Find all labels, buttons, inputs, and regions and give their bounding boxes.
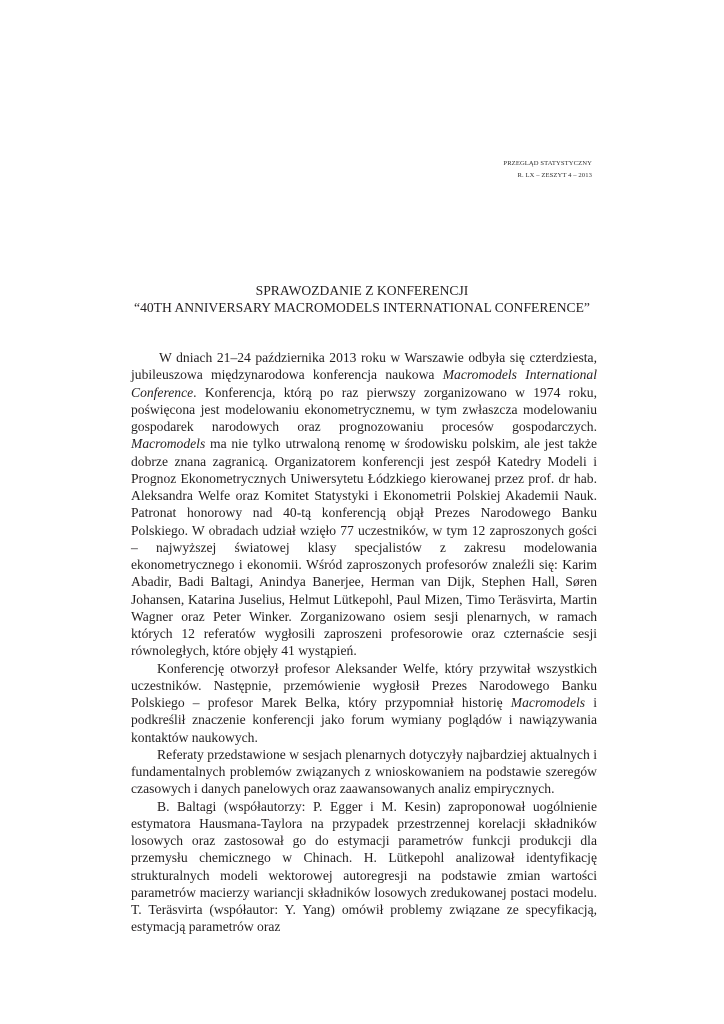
article-body <box>131 349 597 936</box>
journal-name: PRZEGLĄD STATYSTYCZNY <box>503 160 592 167</box>
paragraph-2-text-a: Konferencję otworzył profesor Aleksander Welfe, który przywitał wszystkich uczestników. Następnie, przemówienie wygłosił Prezes Narodowego Banku Polskiego – profesor Marek Belka, który przypomniał historię <box>131 660 597 710</box>
paragraph-2-italic-macromodels: Macromodels <box>510 695 586 710</box>
paragraph-1-text-e: ma nie tylko utrwaloną renomę w środowisku polskim, ale jest także dobrze znana zagranicą. Organizatorem konferencji jest zespół Katedry Modeli i Prognoz Ekonometrycznych Uniwersytetu Łódzkiego kierowanej przez prof. dr hab. Aleksandra Welfe oraz Komitet Statystyki i Ekonometrii Polskiej Akademii Nauk. Patronat honorowy nad 40-tą konferencją objął Prezes Narodowego Banku Polskiego. W obradach udział wzięło 77 uczestników, w tym 12 zaproszonych gości – najwyższej światowej klasy specjalistów z zakresu modelowania ekonometrycznego i ekonomii. Wśród zaproszonych profesorów znaleźli się: Karim Abadir, Badi Baltagi, Anindya Banerjee, Herman van Dijk, Stephen Hall, Søren Johansen, Katarina Juselius, Helmut Lütkepohl, Paul Mizen, Timo Teräsvirta, Martin Wagner oraz Peter Winker. Zorganizowano osiem sesji plenarnych, w ramach których 12 referatów wygłosili zaproszeni profesorowie oraz czternaście sesji równoległych, które objęły 41 wystąpień. <box>131 436 597 659</box>
paragraph-3: Referaty przedstawione w sesjach plenarnych dotyczyły najbardziej aktualnych i fundamentalnych problemów związanych z wnioskowaniem na podstawie szeregów czasowych i danych panelowych oraz zaawansowanych analiz empirycznych. <box>131 746 597 797</box>
paragraph-1 <box>131 349 597 660</box>
paragraph-1-text-c: . Konferencja, którą po raz pierwszy zorganizowano w 1974 roku, poświęcona jest modelowaniu ekonometrycznemu, w tym zwłaszcza modelowaniu gospodarek narodowych oraz prognozowaniu procesów gospodarczych. <box>131 384 597 434</box>
paragraph-2-text-c: i podkreślił znaczenie konferencji jako forum wymiany poglądów i nawiązywania kontaktów naukowych. <box>131 695 597 745</box>
paragraph-2 <box>131 660 597 746</box>
paragraph-4: B. Baltagi (współautorzy: P. Egger i M. Kesin) zaproponował uogólnienie estymatora Hausmana-Taylora na przypadek przestrzennej korelacji składników losowych oraz zastosował go do estymacji parametrów funkcji produkcji dla przemysłu chemicznego w Chinach. H. Lütkepohl analizował identyfikację strukturalnych modeli wektorowej autoregresji na podstawie zmian wartości parametrów macierzy wariancji składników losowych zredukowanej postaci modelu. T. Teräsvirta (współautor: Y. Yang) omówił problemy związane ze specyfikacją, estymacją parametrów oraz <box>131 798 597 935</box>
report-title <box>0 282 724 316</box>
paragraph-1-text-a: W dniach 21–24 października 2013 roku w Warszawie odbyła się czterdziesta, jubileuszowa międzynarodowa konferencja naukowa <box>131 350 597 383</box>
paragraph-1-italic-macromodels: Macromodels <box>131 436 206 452</box>
running-head <box>503 158 592 182</box>
title-line-1: SPRAWOZDANIE Z KONFERENCJI <box>255 283 469 298</box>
title-line-2: “40TH ANNIVERSARY MACROMODELS INTERNATIONAL CONFERENCE” <box>134 300 590 315</box>
paragraph-1-italic-conference: Macromodels International Conference <box>131 367 597 400</box>
issue-info: R. LX – ZESZYT 4 – 2013 <box>517 172 592 179</box>
